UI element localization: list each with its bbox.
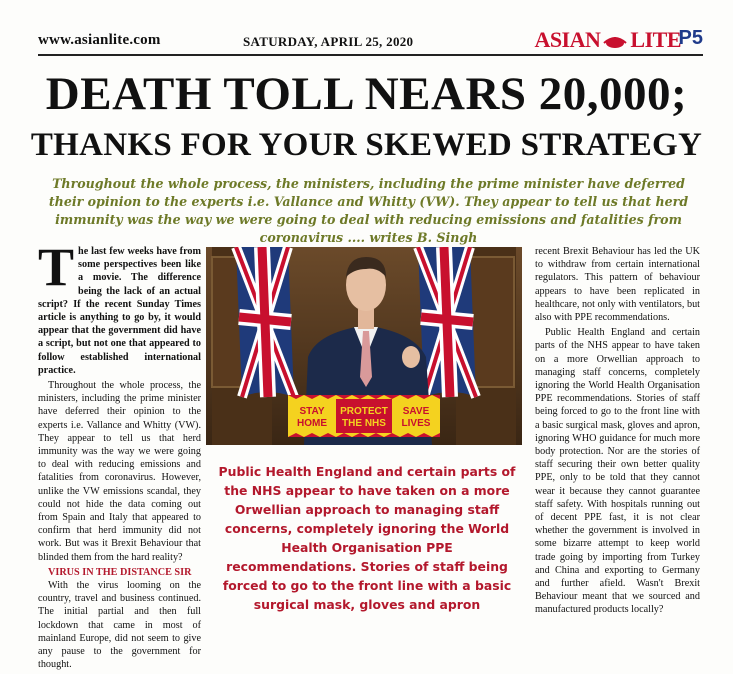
headline-line1: DEATH TOLL NEARS 20,000; (45, 68, 688, 120)
podium-sign (288, 395, 440, 437)
site-url[interactable]: www.asianlite.com (38, 32, 161, 48)
column-3 (535, 245, 700, 619)
pull-quote: Public Health England and certain parts of the NHS appear to have taken on a more Orwellian approach to managing staff concerns, completely ignoring the World Health Organisation PPE recommendations. Stories of staff being forced to go to the front line with a basic surgical mask, gloves and apron (218, 464, 516, 612)
column3-paragraph-1: recent Brexit Behaviour has led the UK to withdraw from certain international regulators. This pattern of behaviour appears to have been replicated in healthcare, not only with ventilators, but also with PPE recommendations. (535, 246, 700, 324)
podium-word-6: LIVES (401, 418, 431, 429)
podium-word-2: HOME (297, 418, 327, 429)
union-flag-left (236, 247, 294, 397)
lead-paragraph (38, 237, 201, 377)
page-header (38, 28, 703, 50)
drop-cap: T (38, 237, 75, 297)
lead-text: he last few weeks have from some perspectives been like a movie. The difference being the lack of an actual script? If the recent Sunday Times article is anything to go by, it would appear that the government did have a script, but not one that appeared to follow established international practice. (38, 246, 201, 376)
headline-line2: THANKS FOR YOUR SKEWED STRATEGY (30, 127, 703, 163)
subheading: VIRUS IN THE DISTANCE SIR (48, 566, 192, 578)
crest-icon (602, 35, 628, 49)
podium-word-4: THE NHS (342, 418, 386, 429)
masthead-right: LITE (630, 27, 681, 52)
header-rule (38, 54, 703, 56)
press-briefing-image (206, 247, 522, 445)
masthead-left: ASIAN (534, 27, 601, 52)
podium-word-1: STAY (299, 406, 325, 417)
column-1 (38, 237, 201, 674)
column1-paragraph-3: With the virus looming on the country, travel and business continued. The initial partial and then full lockdown that came in most of mainland Europe, did not seem to give any pause to the government for thought. (38, 580, 201, 671)
page-number: P5 (678, 27, 703, 49)
column1-paragraph-2: Throughout the whole process, the ministers, including the prime minister have deferred their opinion to the experts i.e. Vallance and Whitty (VW). They appear to tell us that herd immunity was the way we were going to deal with reducing emissions and fatalities from coronavirus. However, unlike the VW emissions scandal, they could not hide the data coming out from Spain and Italy that appeared to confirm that herd immunity did not work. But was it Brexit Behaviour that blinded them from the hard reality? (38, 380, 201, 563)
podium-word-3: PROTECT (340, 406, 388, 417)
podium-word-5: SAVE (402, 406, 430, 417)
column3-paragraph-2: Public Health England and certain parts of the NHS appear to have taken on a more Orwellian approach to managing staff concerns, completely ignoring the World Health Organisation PPE recommendations. Stories of staff being forced to go to the front line with a basic surgical mask, gloves and apron, ignoring WHO guidance for much more body protection. Nor are the stories of staff securing their own better quality PPE, only to be told that they cannot wear it because they cannot guarantee staff safety. With hospitals running out of decent PPE fast, it is not clear whether the government is involved in some bizarre attempt to keep world trade going by importing from Turkey and China and exporting to Germany and further afield. Wasn't Brexit Behaviour meant that we sourced and manufactured products locally? (535, 327, 700, 616)
issue-date: SATURDAY, APRIL 25, 2020 (243, 34, 414, 49)
standfirst: Throughout the whole process, the ministers, including the prime minister have deferred their opinion to the experts i.e. Vallance and Whitty (VW). They appear to tell us that herd immunity was the way we were going to deal with reducing emissions and fatalities from coronavirus .... writes B. Singh (48, 176, 689, 245)
article-photo (206, 247, 522, 445)
masthead-logo (534, 27, 681, 53)
